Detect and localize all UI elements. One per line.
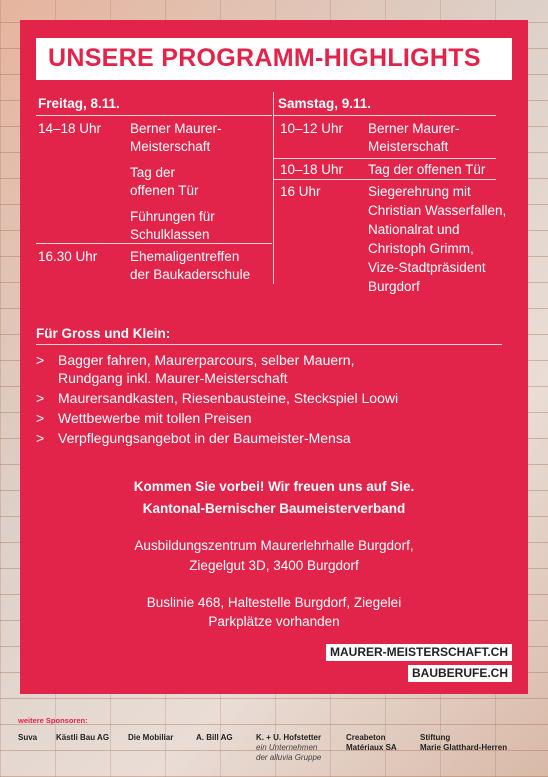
family-item-1-cont (36, 369, 288, 387)
family-heading: Für Gross und Klein: (36, 326, 171, 341)
bullet-marker: > (36, 390, 45, 406)
friday-time-1: 14–18 Uhr (38, 121, 102, 136)
location-line-2: Ziegelgut 3D, 3400 Burgdorf (189, 558, 359, 573)
friday-time-4: 16.30 Uhr (38, 249, 98, 264)
sponsor-glatthard (420, 733, 507, 753)
family-item-text: Wettbewerbe mit tollen Preisen (58, 410, 252, 426)
friday-event-3-line1: Führungen für (130, 209, 215, 224)
transport-line-2: Parkplätze vorhanden (208, 614, 340, 629)
sponsor-hofstetter-name: K. + U. Hofstetter (256, 733, 322, 742)
sponsor-creabeton (346, 733, 397, 753)
saturday-time-3: 16 Uhr (280, 184, 321, 199)
sponsor-kaestli: Kästli Bau AG (56, 733, 110, 742)
saturday-row-divider-1 (274, 158, 496, 159)
link-bauberufe[interactable]: BAUBERUFE.CH (408, 665, 512, 682)
friday-heading: Freitag, 8.11. (38, 96, 120, 111)
friday-event-4-line1: Ehemaligentreffen (130, 249, 240, 264)
family-divider (36, 344, 502, 345)
friday-event-1-line2: Meisterschaft (130, 139, 211, 154)
saturday-event-3-line5: Vize-Stadtpräsident (368, 260, 486, 275)
saturday-event-2-line1: Tag der offenen Tür (368, 162, 486, 177)
transport-line-1: Buslinie 468, Haltestelle Burgdorf, Ziegelei (146, 595, 402, 610)
saturday-time-1: 10–12 Uhr (280, 121, 344, 136)
sponsor-hofstetter-sub1: ein Unternehmen (256, 743, 318, 752)
page-title: UNSERE PROGRAMM-HIGHLIGHTS (48, 44, 481, 72)
saturday-divider (274, 115, 496, 116)
friday-event-4-line2: der Baukaderschule (130, 267, 251, 282)
bullet-marker: > (36, 410, 45, 426)
friday-event-2-line1: Tag der (130, 165, 176, 180)
invite-line-1: Kommen Sie vorbei! Wir freuen uns auf Sie. (133, 479, 415, 494)
family-item-1 (36, 351, 354, 369)
saturday-event-3-line4: Christoph Grimm, (368, 241, 474, 256)
saturday-event-3-line3: Nationalrat und (368, 222, 460, 237)
friday-event-2-line2: offenen Tür (130, 183, 199, 198)
bullet-marker: > (36, 352, 45, 368)
saturday-event-1-line1: Berner Maurer- (368, 121, 460, 136)
title-banner (36, 38, 512, 80)
sponsor-hofstetter-sub2: der alluvia Gruppe (256, 753, 322, 762)
sponsor-glatthard-line1: Stiftung (420, 733, 451, 742)
bullet-marker: > (36, 430, 45, 446)
sponsor-bill: A. Bill AG (196, 733, 233, 742)
sponsor-hofstetter (256, 733, 321, 763)
invite-line-2: Kantonal-Bernischer Baumeisterverband (142, 501, 406, 516)
saturday-row-divider-2 (274, 179, 496, 180)
friday-event-1-line1: Berner Maurer- (130, 121, 222, 136)
friday-event-3-line2: Schulklassen (130, 227, 210, 242)
column-separator (273, 92, 274, 284)
saturday-heading: Samstag, 9.11. (278, 96, 372, 111)
program-poster (20, 20, 528, 694)
family-item-4 (36, 429, 351, 447)
sponsor-suva: Suva (18, 733, 38, 742)
location-line-1: Ausbildungszentrum Maurerlehrhalle Burgdorf, (134, 538, 414, 553)
family-item-text: Maurersandkasten, Riesenbausteine, Steckspiel Loowi (58, 390, 399, 406)
saturday-event-3-line2: Christian Wasserfallen, (368, 203, 507, 218)
family-item-text: Rundgang inkl. Maurer-Meisterschaft (58, 370, 288, 386)
sponsor-creabeton-line2: Matériaux SA (346, 743, 397, 752)
saturday-time-2: 10–18 Uhr (280, 162, 344, 177)
sponsor-mobiliar: Die Mobiliar (128, 733, 174, 742)
saturday-event-3-line6: Burgdorf (368, 279, 420, 294)
sponsors-label: weitere Sponsoren: (18, 716, 88, 725)
family-item-text: Verpflegungsangebot in der Baumeister-Mensa (58, 430, 351, 446)
saturday-event-3-line1: Siegerehrung mit (368, 184, 471, 199)
family-item-2 (36, 389, 398, 407)
link-maurer-meisterschaft[interactable]: MAURER-MEISTERSCHAFT.CH (326, 644, 512, 661)
friday-divider (36, 115, 272, 116)
family-item-3 (36, 409, 252, 427)
family-item-text: Bagger fahren, Maurerparcours, selber Mauern, (58, 352, 355, 368)
sponsor-creabeton-line1: Creabeton (346, 733, 386, 742)
saturday-event-1-line2: Meisterschaft (368, 139, 449, 154)
sponsor-glatthard-line2: Marie Glatthard-Herren (420, 743, 508, 752)
